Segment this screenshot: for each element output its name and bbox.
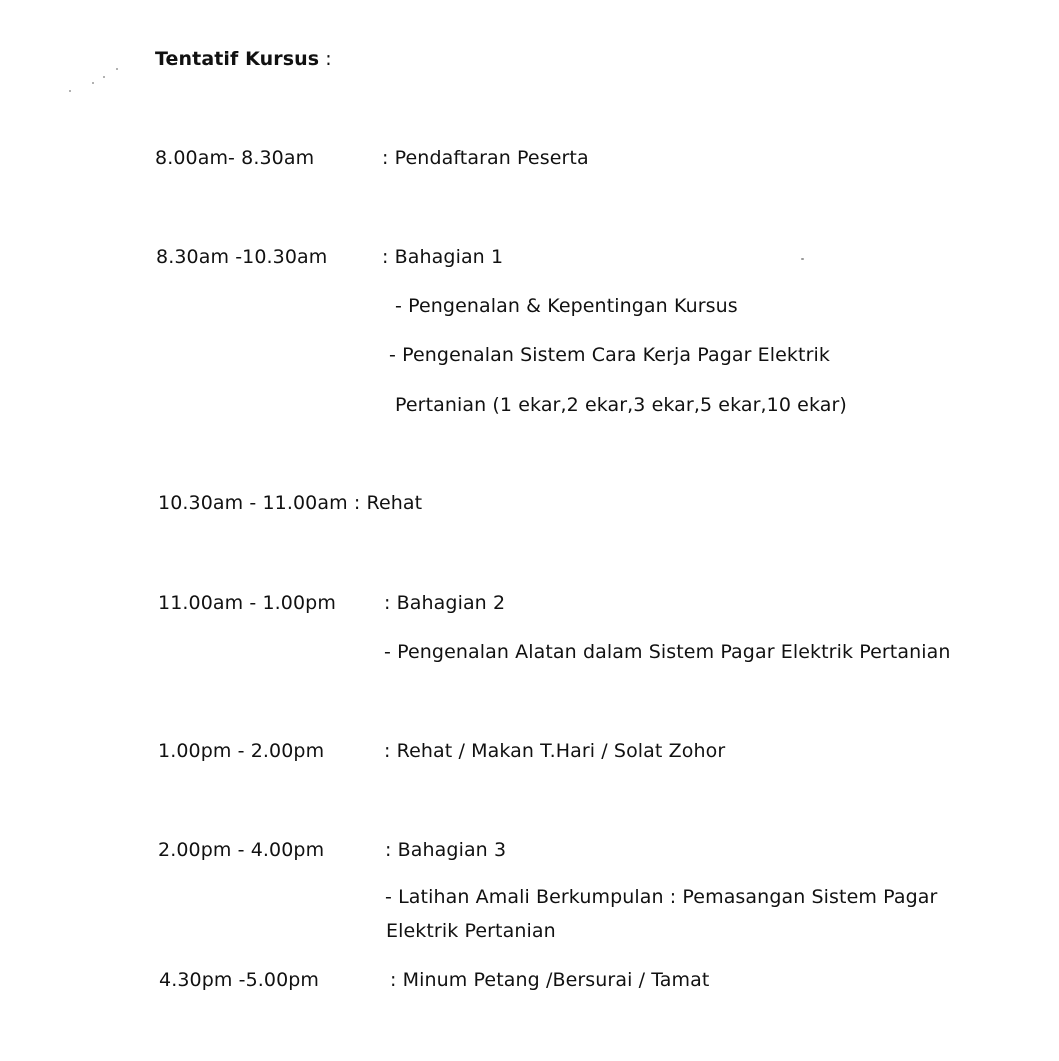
scan-speck bbox=[92, 82, 94, 84]
scan-speck bbox=[103, 76, 105, 78]
document-title-colon: : bbox=[319, 48, 332, 70]
schedule-detail: Elektrik Pertanian bbox=[386, 920, 556, 942]
schedule-time: 4.30pm -5.00pm bbox=[159, 969, 320, 991]
schedule-detail: - Pengenalan Sistem Cara Kerja Pagar Elektrik bbox=[389, 344, 830, 366]
schedule-entry: : Rehat / Makan T.Hari / Solat Zohor bbox=[384, 740, 726, 762]
schedule-detail: - Pengenalan & Kepentingan Kursus bbox=[395, 295, 738, 317]
schedule-line: 10.30am - 11.00am : Rehat bbox=[158, 492, 423, 514]
schedule-time: 8.00am- 8.30am bbox=[155, 147, 315, 169]
scan-speck bbox=[801, 258, 804, 260]
schedule-entry: : Bahagian 2 bbox=[384, 592, 506, 614]
schedule-entry: : Pendaftaran Peserta bbox=[382, 147, 589, 169]
schedule-detail: - Latihan Amali Berkumpulan : Pemasangan Sistem Pagar bbox=[385, 886, 938, 908]
document-title: Tentatif Kursus bbox=[155, 48, 320, 70]
scan-speck bbox=[69, 90, 71, 92]
schedule-time: 1.00pm - 2.00pm bbox=[158, 740, 325, 762]
schedule-time: 11.00am - 1.00pm bbox=[158, 592, 336, 614]
schedule-entry: : Bahagian 1 bbox=[382, 246, 504, 268]
document-title-line bbox=[155, 47, 332, 71]
schedule-detail: - Pengenalan Alatan dalam Sistem Pagar Elektrik Pertanian bbox=[384, 641, 951, 663]
schedule-time: 2.00pm - 4.00pm bbox=[158, 839, 325, 861]
schedule-entry: : Bahagian 3 bbox=[385, 839, 507, 861]
schedule-entry: : Minum Petang /Bersurai / Tamat bbox=[390, 969, 710, 991]
schedule-detail: Pertanian (1 ekar,2 ekar,3 ekar,5 ekar,10 ekar) bbox=[395, 394, 847, 416]
scan-speck bbox=[116, 68, 118, 70]
schedule-time: 8.30am -10.30am bbox=[156, 246, 328, 268]
